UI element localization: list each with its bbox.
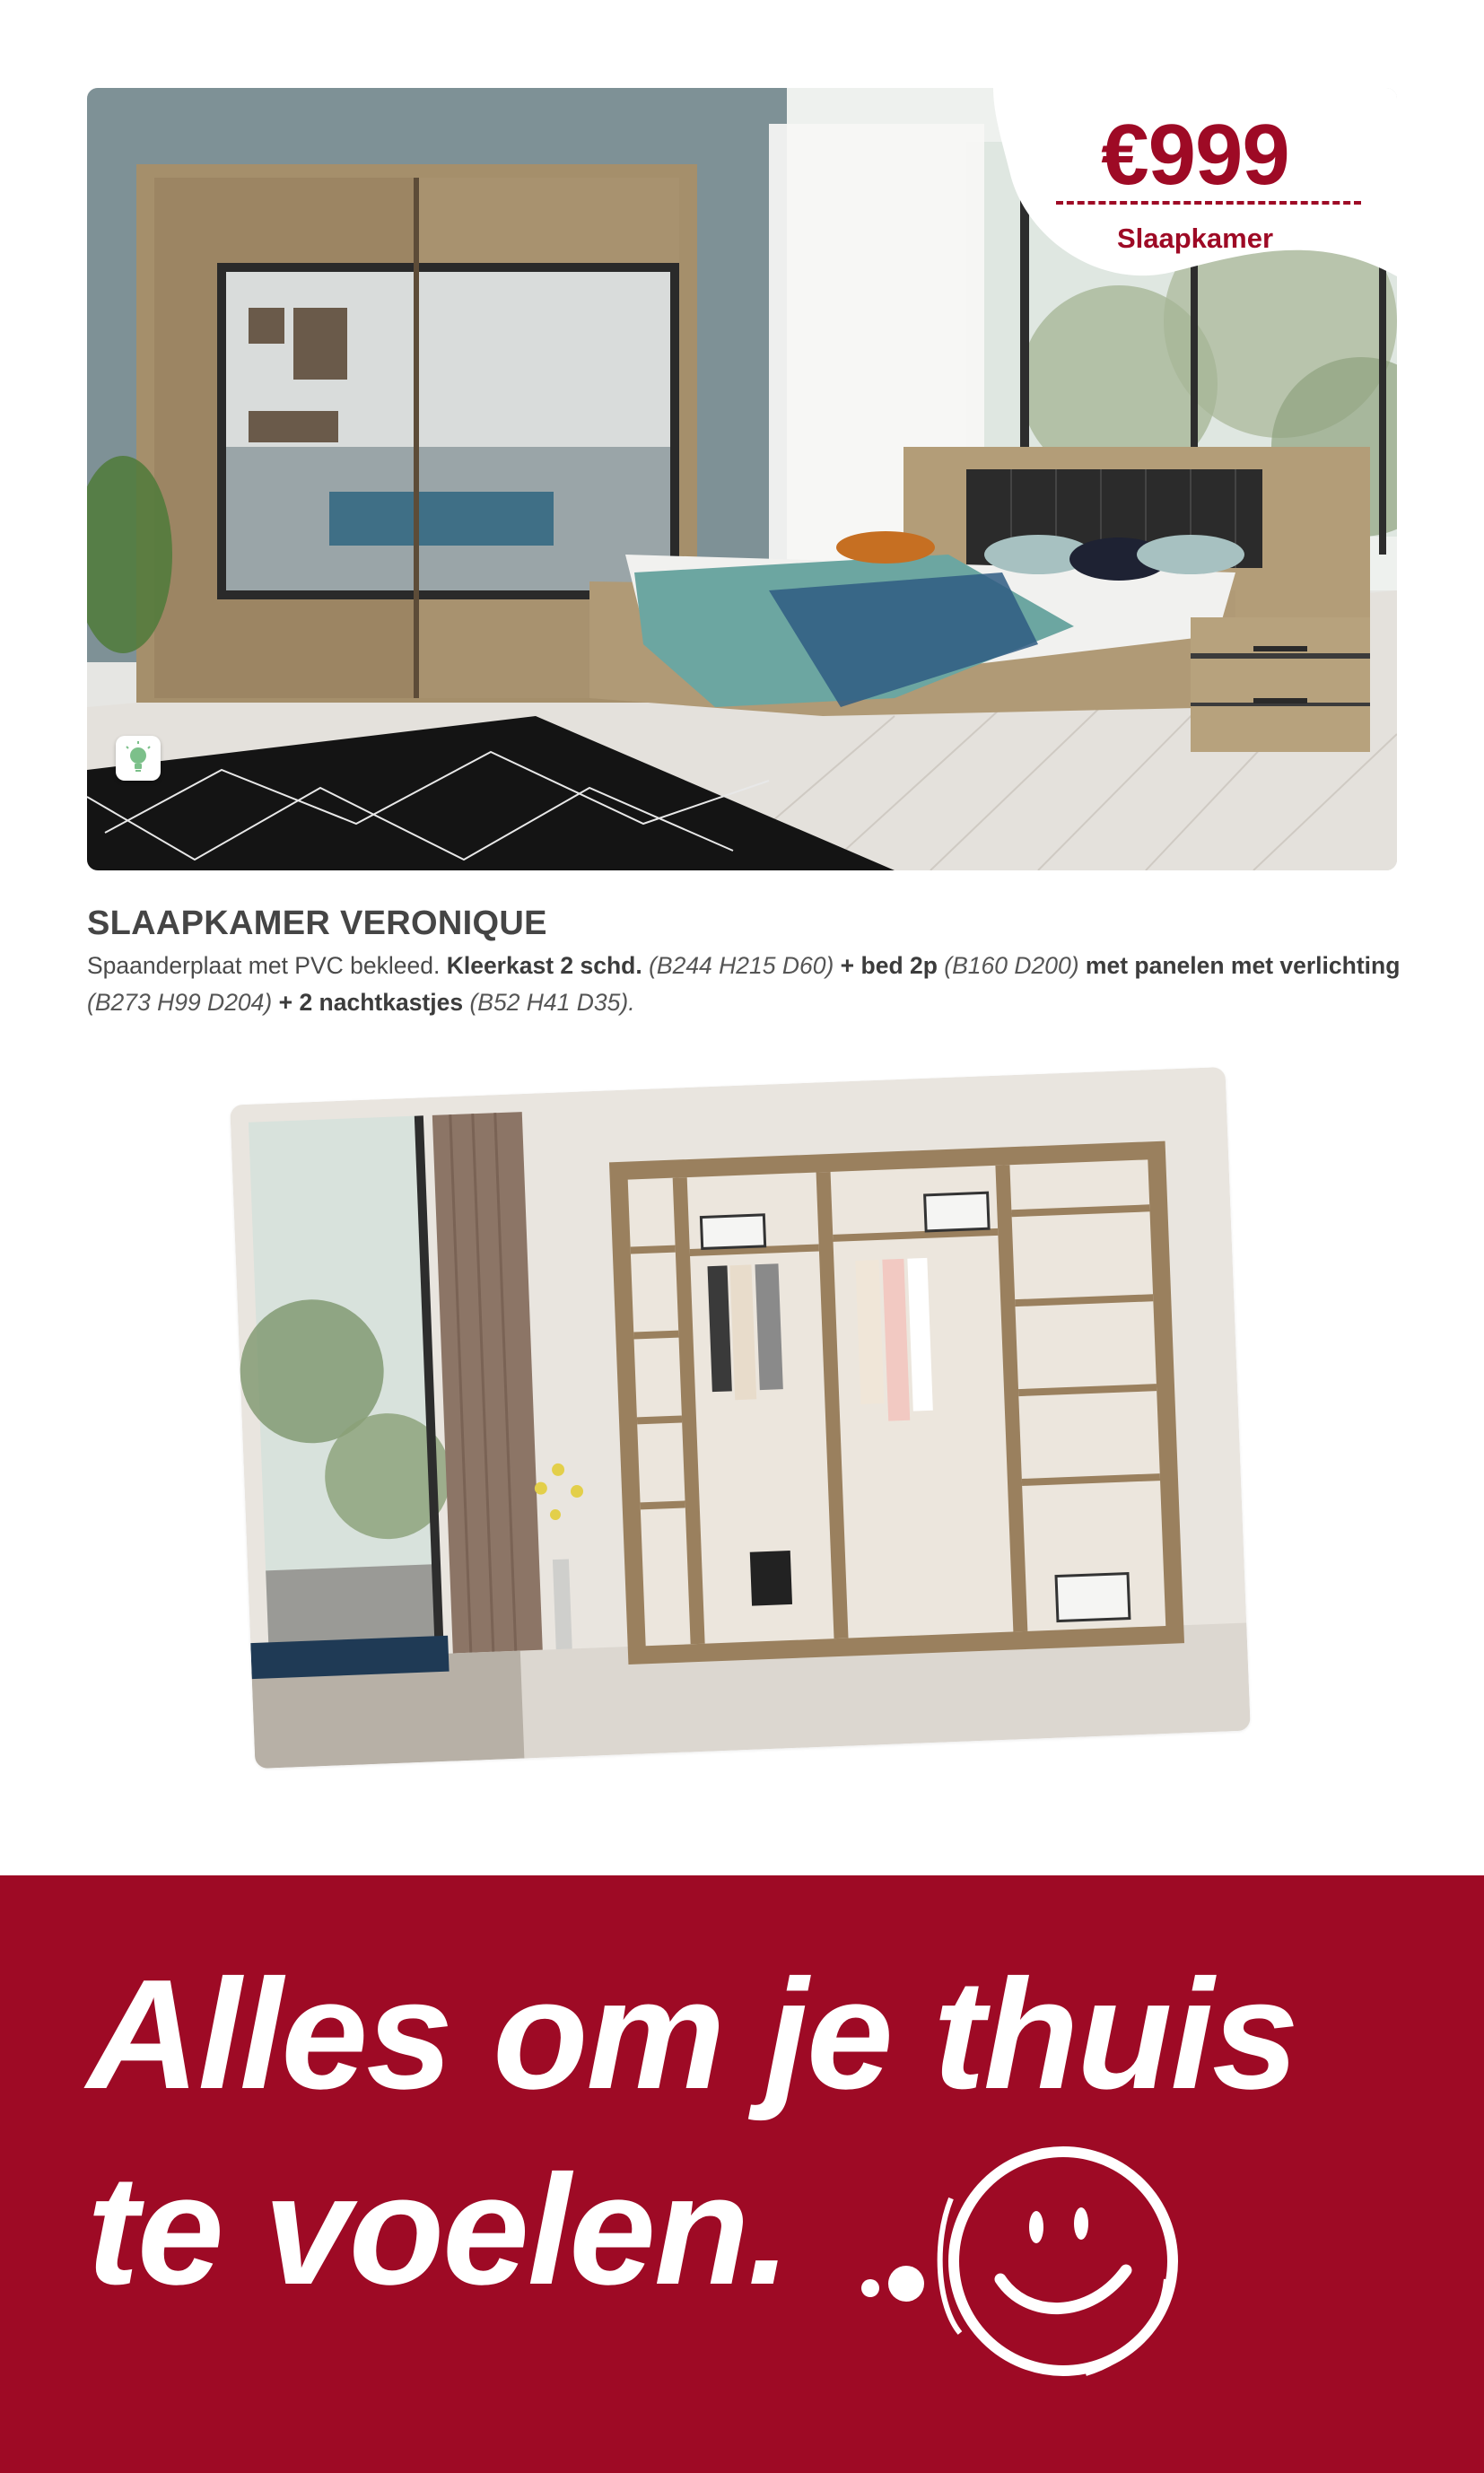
item2-extra-dims: (B273 H99 D204) bbox=[87, 989, 273, 1016]
hero-photo bbox=[87, 88, 1397, 870]
join2: + bbox=[272, 989, 300, 1016]
item2-dims: (B160 D200) bbox=[937, 952, 1079, 979]
item2-name: bed 2p bbox=[860, 952, 938, 979]
price-category-label: Slaapkamer bbox=[1116, 223, 1274, 254]
smiley-icon bbox=[843, 2127, 1220, 2396]
item1-dims: (B244 H215 D60) bbox=[642, 952, 834, 979]
join1: + bbox=[834, 952, 861, 979]
product-description bbox=[87, 948, 1406, 1021]
open-wardrobe-photo bbox=[230, 1067, 1251, 1769]
price-amount: €999 bbox=[1101, 107, 1289, 203]
price-badge bbox=[993, 88, 1397, 294]
slogan-line-2: te voelen. bbox=[87, 2142, 790, 2317]
item1-name: Kleerkast 2 schd. bbox=[446, 952, 642, 979]
item2-extra: met panelen met verlichting bbox=[1078, 952, 1401, 979]
material-text: Spaanderplaat met PVC bekleed. bbox=[87, 952, 447, 979]
price-divider bbox=[1056, 201, 1361, 205]
product-title: SLAAPKAMER VERONIQUE bbox=[87, 904, 547, 942]
lightbulb-icon[interactable] bbox=[116, 736, 161, 781]
item3-name: 2 nachtkastjes bbox=[299, 989, 464, 1016]
item3-dims: (B52 H41 D35). bbox=[463, 989, 635, 1016]
slogan-line-1: Alles om je thuis bbox=[87, 1946, 1297, 2121]
